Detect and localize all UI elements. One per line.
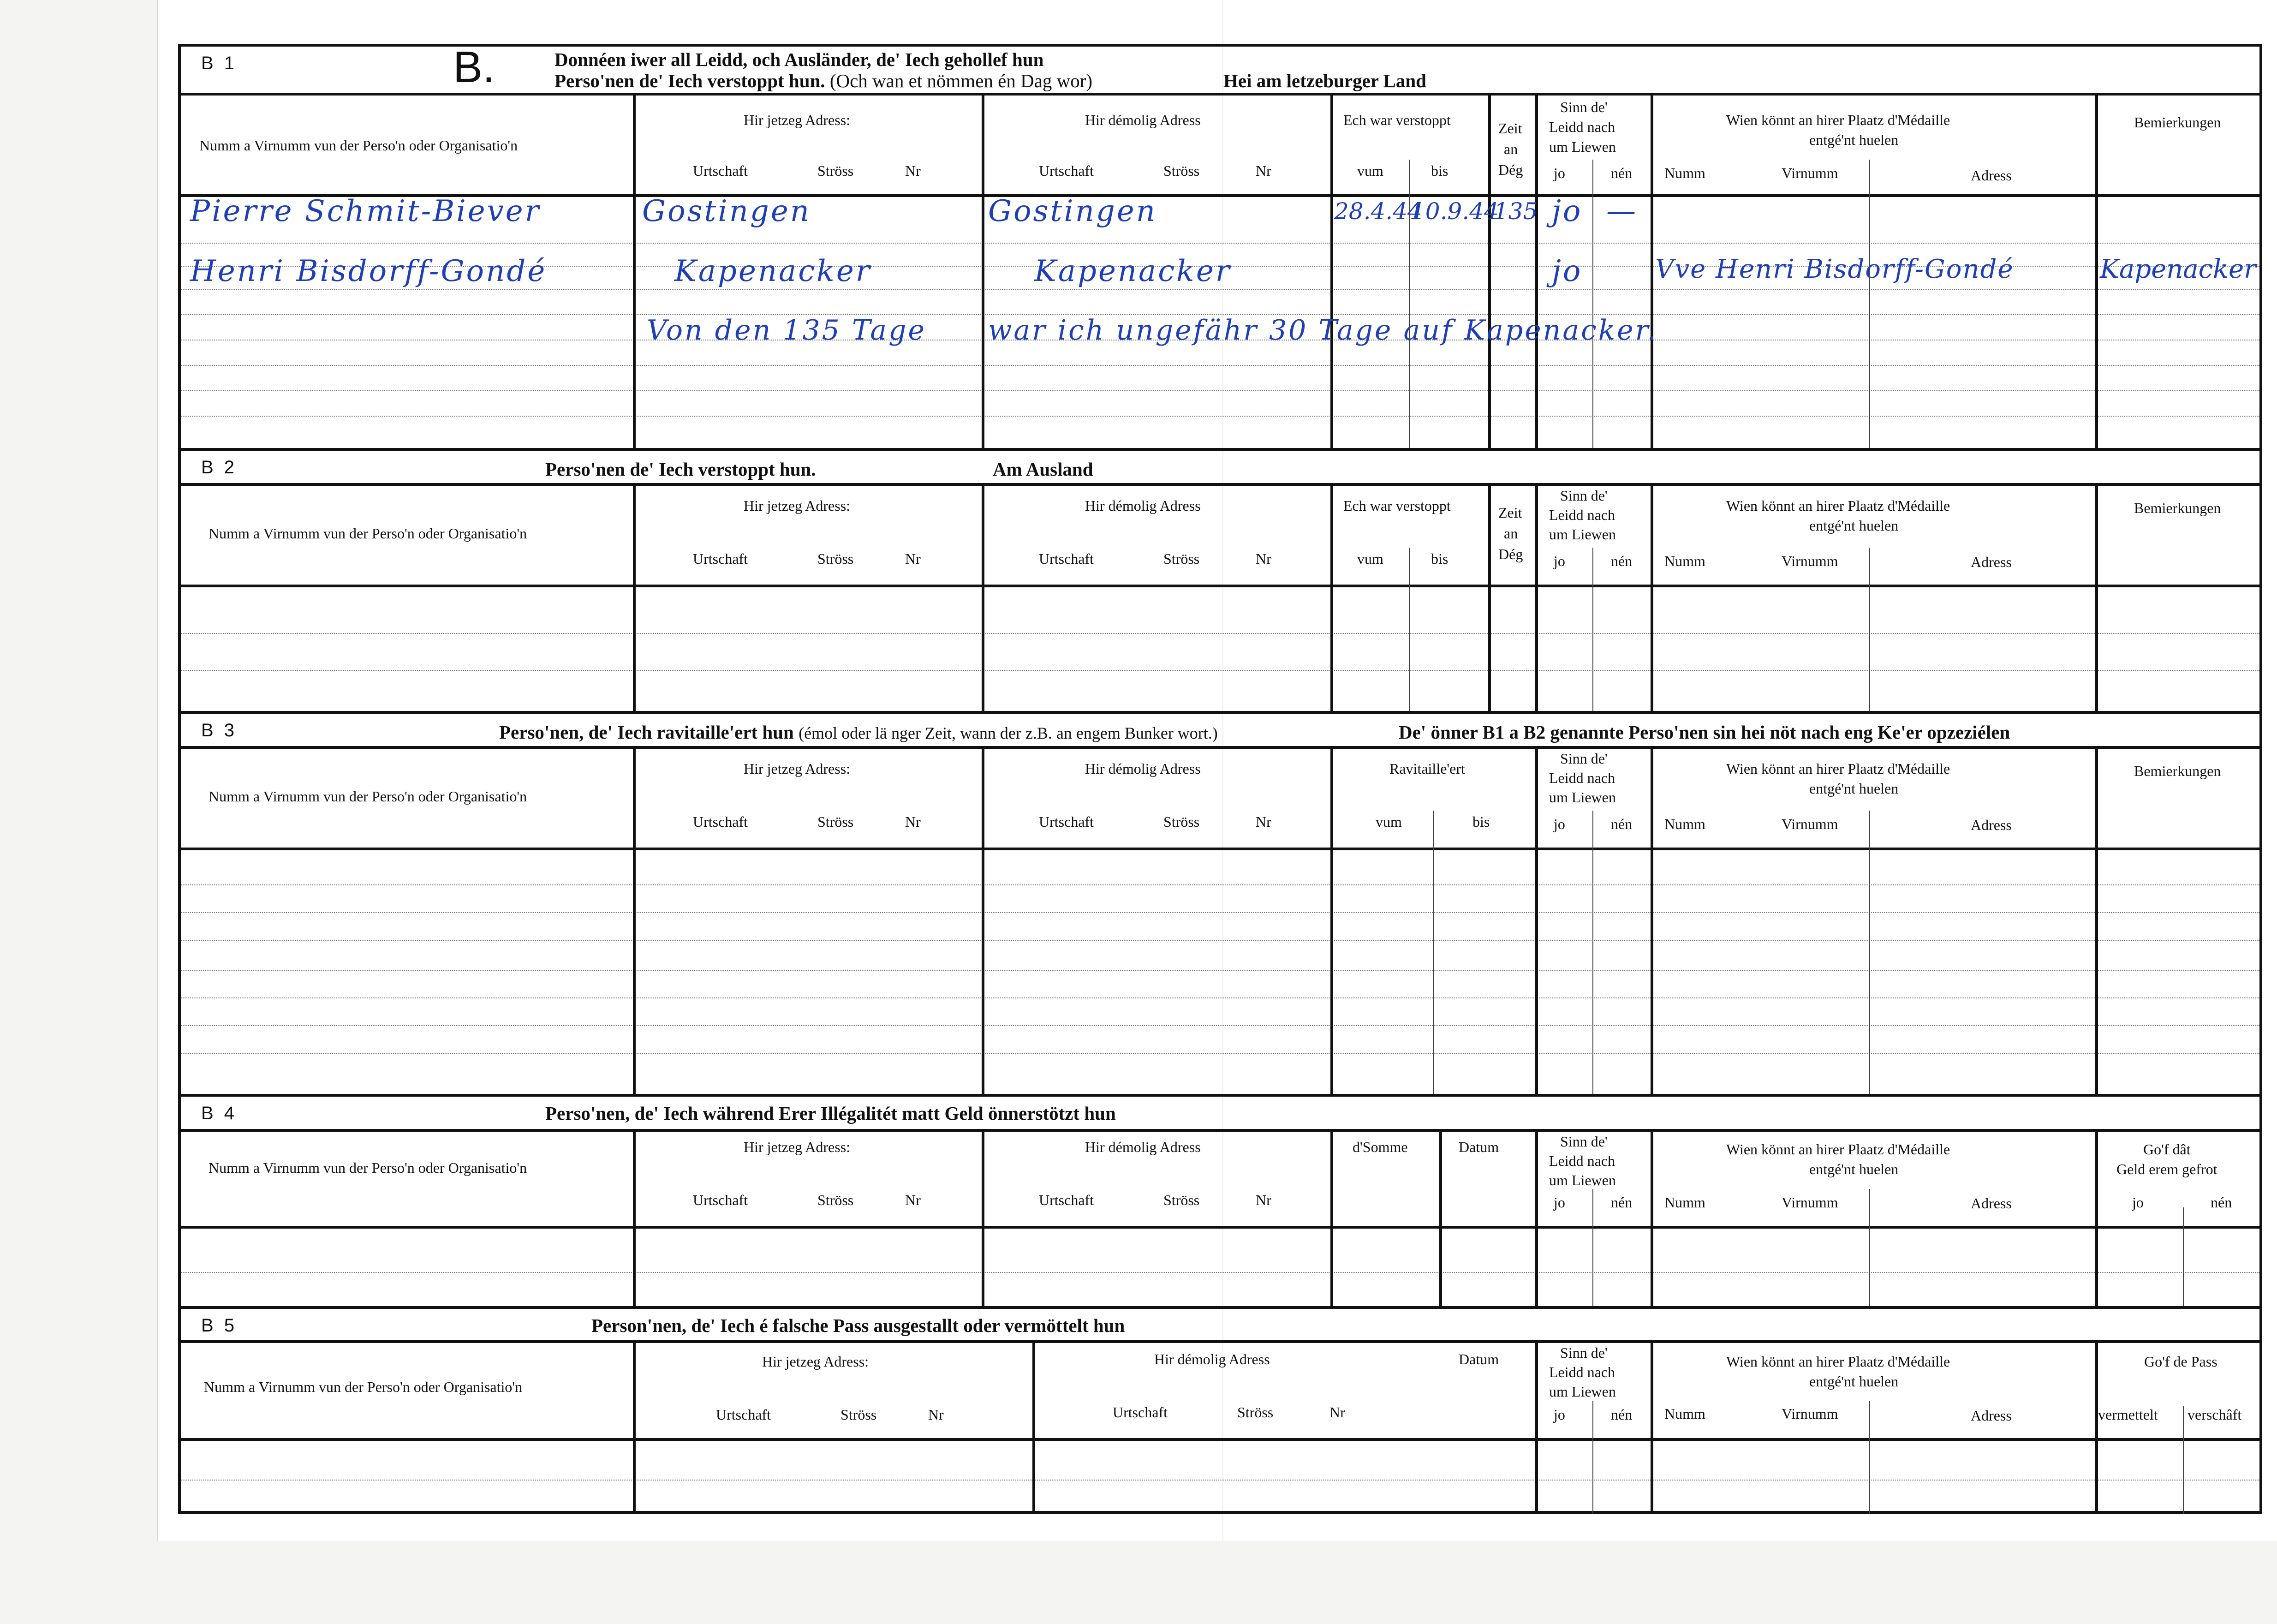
section-title-line1: Donnéen iwer all Leidd, och Ausländer, de' Iech gehollef hun	[554, 49, 1044, 70]
section-b5	[181, 1306, 2259, 1511]
header-adress: Adress	[1971, 1195, 2012, 1212]
section-title-note: De' önner B1 a B2 genannte Perso'nen sin hei nöt nach eng Ke'er opzeziélen	[1399, 722, 2010, 743]
header-vum: vum	[1376, 813, 1402, 830]
section-b2	[181, 448, 2259, 711]
header-alive: Sinn de'	[1560, 99, 1608, 115]
header-name: Numm a Virnumm vun der Perso'n oder Organisatio'n	[209, 1159, 527, 1176]
header-stross: Ströss	[817, 1192, 854, 1208]
header-medal: entgé'nt huelen	[1809, 1161, 1899, 1177]
header-urtschaft: Urtschaft	[1039, 1192, 1094, 1208]
handwritten-former-1: Gostingen	[988, 194, 1157, 228]
handwritten-name-2: Henri Bisdorff-Gondé	[190, 254, 547, 288]
header-virnumm: Virnumm	[1782, 553, 1838, 569]
header-medal: Wien könnt an hirer Plaatz d'Médaille	[1726, 112, 1950, 128]
header-vum: vum	[1357, 162, 1383, 179]
section-b3	[181, 711, 2259, 1094]
form-letter: B.	[453, 42, 495, 92]
header-jo: jo	[1554, 553, 1565, 569]
header-nr: Nr	[1256, 550, 1271, 567]
header-former-address: Hir démolig Adress	[1085, 112, 1201, 128]
header-somme: d'Somme	[1353, 1139, 1408, 1155]
header-nr: Nr	[1256, 813, 1271, 830]
header-jo: jo	[1554, 816, 1565, 832]
header-virnumm: Virnumm	[1782, 816, 1838, 832]
header-medal: Wien könnt an hirer Plaatz d'Médaille	[1726, 760, 1950, 777]
header-numm: Numm	[1664, 1405, 1705, 1422]
section-title: Person'nen, de' Iech é falsche Pass ausgestallt oder vermöttelt hun	[591, 1315, 1125, 1336]
section-title-location: Am Ausland	[993, 459, 1093, 480]
header-former-address: Hir démolig Adress	[1085, 1139, 1201, 1155]
section-code: B 3	[201, 720, 238, 740]
header-stross: Ströss	[840, 1406, 877, 1423]
header-money-returned: Go'f dât	[2143, 1141, 2191, 1158]
handwritten-medal-address-2: Kapenacker	[2100, 254, 2256, 284]
header-alive: Sinn de'	[1560, 487, 1608, 504]
header-alive: um Liewen	[1549, 789, 1616, 806]
header-zeit-deg: Dég	[1498, 161, 1523, 178]
header-nr: Nr	[1256, 1192, 1271, 1208]
header-urtschaft: Urtschaft	[1039, 162, 1094, 179]
header-former-address: Hir démolig Adress	[1085, 760, 1201, 777]
handwritten-medal-2: Vve Henri Bisdorff-Gondé	[1655, 254, 2014, 284]
header-stross: Ströss	[1163, 1192, 1200, 1208]
header-nr: Nr	[905, 1192, 921, 1208]
section-title-line2: Perso'nen de' Iech verstoppt hun. (Och wan et nömmen én Dag wor)	[554, 70, 1093, 91]
header-alive: um Liewen	[1549, 1172, 1616, 1188]
header-bis: bis	[1431, 162, 1448, 179]
handwritten-note-a: Von den 135 Tage	[647, 314, 926, 346]
header-medal: entgé'nt huelen	[1809, 780, 1899, 797]
header-urtschaft: Urtschaft	[693, 1192, 748, 1208]
header-current-address: Hir jetzeg Adress:	[744, 1139, 851, 1155]
header-numm: Numm	[1664, 553, 1705, 569]
header-current-address: Hir jetzeg Adress:	[744, 112, 851, 128]
header-datum: Datum	[1459, 1139, 1499, 1155]
section-code: B 5	[201, 1315, 238, 1336]
section-code: B 4	[201, 1103, 238, 1123]
header-ravitailleert: Ravitaille'ert	[1389, 760, 1465, 777]
handwritten-alive-2: jo	[1552, 254, 1583, 288]
header-nen: nén	[1611, 1406, 1633, 1423]
header-vermettelt: vermettelt	[2098, 1406, 2158, 1423]
header-stross: Ströss	[1237, 1404, 1274, 1421]
header-virnumm: Virnumm	[1782, 165, 1838, 181]
handwritten-dash-1: —	[1606, 194, 1638, 228]
header-stross: Ströss	[1163, 162, 1200, 179]
header-remarks: Bemierkungen	[2134, 114, 2221, 131]
header-bis: bis	[1472, 813, 1490, 830]
header-current-address: Hir jetzeg Adress:	[744, 497, 851, 514]
header-adress: Adress	[1971, 167, 2012, 184]
header-nr: Nr	[905, 813, 921, 830]
handwritten-days-1: 135	[1494, 198, 1538, 225]
header-zeit: Zeit	[1498, 120, 1522, 137]
handwritten-note-b: war ich ungefähr 30 Tage auf Kapenacker.	[988, 314, 1658, 346]
header-name: Numm a Virnumm vun der Perso'n oder Organisatio'n	[209, 525, 527, 542]
header-alive: Leidd nach	[1549, 1364, 1615, 1380]
header-nr: Nr	[1329, 1404, 1345, 1421]
section-code: B 2	[201, 457, 238, 478]
header-jo: jo	[1554, 165, 1565, 181]
header-urtschaft: Urtschaft	[1039, 813, 1094, 830]
header-adress: Adress	[1971, 554, 2012, 570]
header-stross: Ströss	[1163, 813, 1200, 830]
header-stross: Ströss	[1163, 550, 1200, 567]
header-urtschaft: Urtschaft	[1039, 550, 1094, 567]
handwritten-name-1: Pierre Schmit-Biever	[190, 194, 541, 228]
section-title: Perso'nen, de' Iech ravitaille'ert hun (émol oder lä nger Zeit, wann der z.B. an engem Bunker wort.)	[499, 722, 1218, 743]
header-alive: Leidd nach	[1549, 507, 1615, 523]
header-numm: Numm	[1664, 816, 1705, 832]
header-numm: Numm	[1664, 165, 1705, 181]
header-alive: um Liewen	[1549, 526, 1616, 543]
header-pass: Go'f de Pass	[2144, 1353, 2217, 1370]
header-nr: Nr	[905, 550, 921, 567]
header-alive: Leidd nach	[1549, 770, 1615, 786]
header-nen: nén	[1611, 165, 1633, 181]
header-name: Numm a Virnumm vun der Perso'n oder Organisatio'n	[199, 137, 518, 154]
handwritten-to-1: 10.9.44	[1411, 198, 1499, 225]
header-bis: bis	[1431, 550, 1448, 567]
header-nr: Nr	[905, 162, 921, 179]
header-virnumm: Virnumm	[1782, 1405, 1838, 1422]
header-former-address: Hir démolig Adress	[1085, 497, 1201, 514]
header-urtschaft: Urtschaft	[693, 813, 748, 830]
section-title: Perso'nen, de' Iech während Erer Illégalitét matt Geld önnerstötzt hun	[545, 1103, 1116, 1124]
header-verschaft: verschâft	[2188, 1406, 2242, 1423]
header-alive: um Liewen	[1549, 138, 1616, 155]
header-alive: Leidd nach	[1549, 119, 1615, 135]
header-vum: vum	[1357, 550, 1383, 567]
header-hidden: Ech war verstoppt	[1343, 112, 1451, 128]
header-stross: Ströss	[817, 550, 854, 567]
header-nen: nén	[1611, 816, 1633, 832]
header-numm: Numm	[1664, 1194, 1705, 1211]
header-adress: Adress	[1971, 817, 2012, 833]
header-medal: entgé'nt huelen	[1809, 1373, 1899, 1390]
header-nen: nén	[2211, 1194, 2232, 1211]
header-medal: Wien könnt an hirer Plaatz d'Médaille	[1726, 1353, 1950, 1370]
header-current-address: Hir jetzeg Adress:	[744, 760, 851, 777]
handwritten-current-2: Kapenacker	[674, 254, 872, 288]
header-alive: Sinn de'	[1560, 1344, 1608, 1361]
header-urtschaft: Urtschaft	[1113, 1404, 1168, 1421]
header-zeit: Zeit	[1498, 504, 1522, 521]
header-alive: Sinn de'	[1560, 1133, 1608, 1150]
header-nr: Nr	[1256, 162, 1271, 179]
header-adress: Adress	[1971, 1407, 2012, 1424]
header-name: Numm a Virnumm vun der Perso'n oder Organisatio'n	[204, 1379, 523, 1395]
header-zeit-an: an	[1504, 141, 1518, 157]
header-alive: Sinn de'	[1560, 750, 1608, 767]
header-remarks: Bemierkungen	[2134, 763, 2221, 779]
header-alive: Leidd nach	[1549, 1152, 1615, 1169]
handwritten-former-2: Kapenacker	[1034, 254, 1232, 288]
header-jo: jo	[2132, 1194, 2144, 1211]
header-current-address: Hir jetzeg Adress:	[762, 1353, 869, 1370]
header-stross: Ströss	[817, 813, 854, 830]
header-medal: Wien könnt an hirer Plaatz d'Médaille	[1726, 497, 1950, 514]
header-nen: nén	[1611, 553, 1633, 569]
header-medal: entgé'nt huelen	[1809, 517, 1899, 534]
section-b1	[181, 42, 2259, 448]
header-virnumm: Virnumm	[1782, 1194, 1838, 1211]
section-b4	[181, 1094, 2259, 1306]
header-medal: entgé'nt huelen	[1809, 131, 1899, 148]
section-code: B 1	[201, 53, 238, 73]
header-jo: jo	[1554, 1406, 1565, 1423]
handwritten-from-1: 28.4.44	[1334, 198, 1422, 225]
handwritten-current-1: Gostingen	[642, 194, 811, 228]
header-nen: nén	[1611, 1194, 1633, 1211]
header-urtschaft: Urtschaft	[693, 162, 748, 179]
header-urtschaft: Urtschaft	[716, 1406, 771, 1423]
header-hidden: Ech war verstoppt	[1343, 497, 1451, 514]
header-alive: um Liewen	[1549, 1383, 1616, 1400]
header-name: Numm a Virnumm vun der Perso'n oder Organisatio'n	[209, 788, 527, 805]
section-title-location: Hei am letzeburger Land	[1223, 70, 1426, 91]
section-title: Perso'nen de' Iech verstoppt hun.	[545, 459, 816, 480]
header-money-returned: Geld erem gefrot	[2116, 1161, 2217, 1177]
header-former-address: Hir démolig Adress	[1154, 1351, 1270, 1367]
header-zeit-an: an	[1504, 525, 1518, 542]
header-zeit-deg: Dég	[1498, 546, 1523, 562]
handwritten-alive-1: jo	[1552, 194, 1583, 228]
header-nr: Nr	[928, 1406, 944, 1423]
header-urtschaft: Urtschaft	[693, 550, 748, 567]
header-datum: Datum	[1459, 1351, 1499, 1367]
header-medal: Wien könnt an hirer Plaatz d'Médaille	[1726, 1141, 1950, 1158]
header-remarks: Bemierkungen	[2134, 500, 2221, 516]
header-jo: jo	[1554, 1194, 1565, 1211]
form-frame	[178, 44, 2262, 1514]
header-stross: Ströss	[817, 162, 854, 179]
